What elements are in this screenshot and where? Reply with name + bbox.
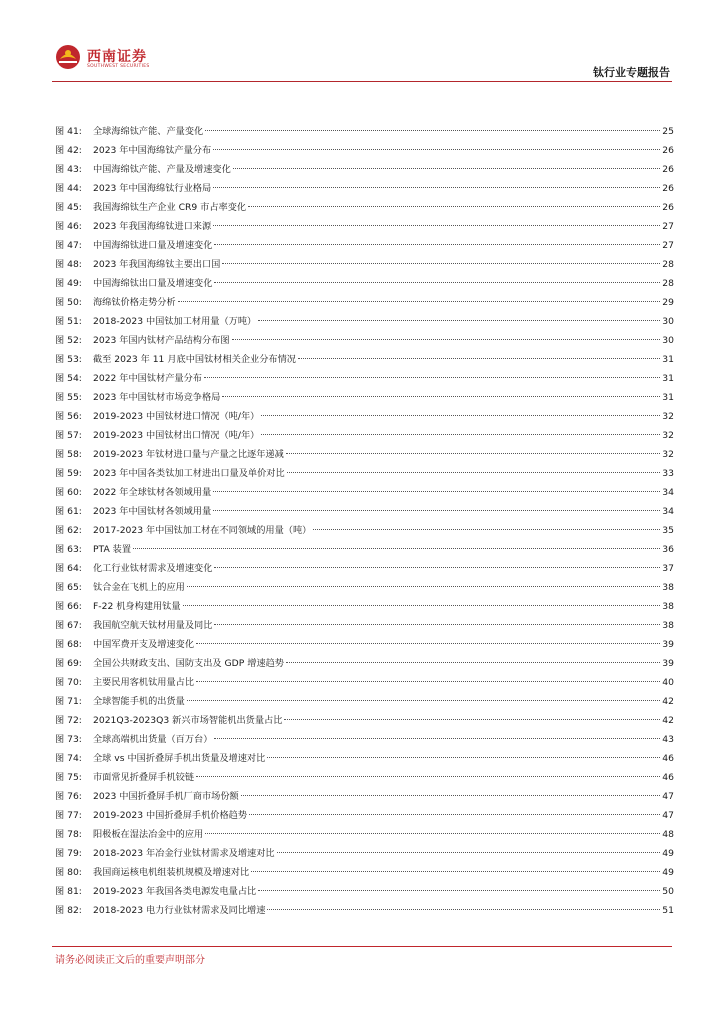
toc-page-number[interactable]: 39 [662, 658, 674, 669]
toc-page-number[interactable]: 25 [662, 126, 674, 137]
toc-figure-title[interactable]: 2018-2023 中国钛加工材用量（万吨） [93, 316, 257, 327]
toc-figure-title[interactable]: 2023 年我国海绵钛进口来源 [93, 221, 212, 232]
toc-leader-dots [214, 738, 660, 739]
toc-page-number[interactable]: 28 [662, 259, 674, 270]
toc-figure-title[interactable]: 中国海绵钛进口量及增速变化 [93, 240, 213, 251]
toc-page-number[interactable]: 39 [662, 639, 674, 650]
toc-figure-number: 图 46: [55, 221, 82, 232]
toc-figure-number: 图 81: [55, 886, 82, 897]
footer-disclaimer: 请务必阅读正文后的重要声明部分 [55, 955, 205, 966]
toc-leader-dots [213, 149, 660, 150]
toc-entry[interactable] [55, 787, 674, 806]
toc-figure-number: 图 55: [55, 392, 82, 403]
toc-figure-number: 图 61: [55, 506, 82, 517]
toc-figure-title[interactable]: 化工行业钛材需求及增速变化 [93, 563, 213, 574]
toc-figure-number: 图 72: [55, 715, 82, 726]
toc-leader-dots [204, 377, 660, 378]
toc-leader-dots [222, 396, 660, 397]
toc-entry[interactable] [55, 236, 674, 255]
toc-leader-dots [205, 130, 660, 131]
toc-entry[interactable] [55, 806, 674, 825]
toc-page-number[interactable]: 35 [662, 525, 674, 536]
logo-chinese-name: 西南证券 [87, 49, 147, 65]
toc-figure-title[interactable]: 2023 年中国钛材市场竞争格局 [93, 392, 221, 403]
toc-page-number[interactable]: 33 [662, 468, 674, 479]
toc-page-number[interactable]: 32 [662, 411, 674, 422]
toc-page-number[interactable]: 49 [662, 848, 674, 859]
toc-figure-title[interactable]: 2021Q3-2023Q3 新兴市场智能机出货量占比 [93, 715, 283, 726]
toc-figure-number: 图 82: [55, 905, 82, 916]
toc-entry[interactable] [55, 445, 674, 464]
toc-leader-dots [277, 852, 660, 853]
footer-divider [52, 946, 672, 947]
toc-figure-title[interactable]: 中国军费开支及增速变化 [93, 639, 195, 650]
toc-leader-dots [187, 700, 660, 701]
toc-page-number[interactable]: 46 [662, 753, 674, 764]
toc-figure-number: 图 42: [55, 145, 82, 156]
toc-figure-title[interactable]: 2023 年中国钛材各领域用量 [93, 506, 212, 517]
toc-figure-title[interactable]: 2019-2023 中国钛材出口情况（吨/年） [93, 430, 260, 441]
toc-leader-dots [213, 225, 660, 226]
toc-entry[interactable] [55, 844, 674, 863]
toc-figure-title[interactable]: 2018-2023 年冶金行业钛材需求及增速对比 [93, 848, 275, 859]
toc-entry[interactable] [55, 198, 674, 217]
toc-leader-dots [258, 320, 660, 321]
toc-entry[interactable] [55, 464, 674, 483]
toc-entry[interactable] [55, 388, 674, 407]
toc-leader-dots [267, 909, 660, 910]
toc-entry[interactable] [55, 730, 674, 749]
southwest-securities-logo-icon [55, 44, 81, 70]
toc-figure-number: 图 53: [55, 354, 82, 365]
toc-entry[interactable] [55, 483, 674, 502]
toc-entry[interactable] [55, 521, 674, 540]
toc-page-number[interactable]: 42 [662, 715, 674, 726]
toc-entry[interactable] [55, 768, 674, 787]
toc-entry[interactable] [55, 578, 674, 597]
toc-figure-title[interactable]: 2023 年中国海绵钛行业格局 [93, 183, 212, 194]
toc-leader-dots [213, 187, 660, 188]
toc-entry[interactable] [55, 502, 674, 521]
toc-entry[interactable] [55, 217, 674, 236]
toc-figure-number: 图 41: [55, 126, 82, 137]
toc-figure-title[interactable]: 全国公共财政支出、国防支出及 GDP 增速趋势 [93, 658, 284, 669]
toc-leader-dots [261, 434, 660, 435]
toc-page-number[interactable]: 31 [662, 392, 674, 403]
toc-leader-dots [187, 586, 660, 587]
toc-entry[interactable] [55, 122, 674, 141]
toc-entry[interactable] [55, 692, 674, 711]
toc-figure-number: 图 50: [55, 297, 82, 308]
toc-entry[interactable] [55, 369, 674, 388]
toc-figure-number: 图 77: [55, 810, 82, 821]
toc-figure-number: 图 80: [55, 867, 82, 878]
toc-figure-number: 图 64: [55, 563, 82, 574]
toc-figure-number: 图 69: [55, 658, 82, 669]
company-logo [55, 44, 175, 74]
toc-leader-dots [196, 643, 660, 644]
toc-leader-dots [249, 814, 660, 815]
toc-figure-title[interactable]: 全球高端机出货量（百万台） [93, 734, 213, 745]
toc-figure-title[interactable]: F-22 机身构建用钛量 [93, 601, 181, 612]
toc-figure-number: 图 79: [55, 848, 82, 859]
toc-page-number[interactable]: 29 [662, 297, 674, 308]
toc-figure-number: 图 52: [55, 335, 82, 346]
toc-leader-dots [313, 529, 660, 530]
toc-leader-dots [213, 491, 660, 492]
toc-leader-dots [261, 415, 660, 416]
toc-figure-title[interactable]: 2023 年中国各类钛加工材进出口量及单价对比 [93, 468, 285, 479]
toc-leader-dots [287, 472, 660, 473]
toc-page-number[interactable]: 43 [662, 734, 674, 745]
toc-figure-title[interactable]: 2019-2023 中国折叠屏手机价格趋势 [93, 810, 248, 821]
toc-figure-number: 图 48: [55, 259, 82, 270]
toc-entry[interactable] [55, 901, 674, 920]
toc-figure-number: 图 62: [55, 525, 82, 536]
toc-figure-number: 图 47: [55, 240, 82, 251]
toc-figure-title[interactable]: 2023 年中国海绵钛产量分布 [93, 145, 212, 156]
toc-entry[interactable] [55, 711, 674, 730]
report-title: 钛行业专题报告 [593, 66, 670, 79]
toc-figure-title[interactable]: 中国海绵钛产能、产量及增速变化 [93, 164, 231, 175]
toc-figure-title[interactable]: 2023 中国折叠屏手机厂商市场份额 [93, 791, 239, 802]
toc-leader-dots [286, 453, 660, 454]
toc-leader-dots [233, 168, 660, 169]
page-header [0, 0, 724, 90]
toc-leader-dots [183, 605, 660, 606]
toc-figure-title[interactable]: 2023 年我国海绵钛主要出口国 [93, 259, 221, 270]
toc-figure-title[interactable]: 阳极板在湿法冶金中的应用 [93, 829, 204, 840]
toc-entry[interactable] [55, 426, 674, 445]
toc-page-number[interactable]: 32 [662, 430, 674, 441]
toc-entry[interactable] [55, 616, 674, 635]
toc-leader-dots [214, 282, 660, 283]
toc-figure-number: 图 51: [55, 316, 82, 327]
toc-page-number[interactable]: 34 [662, 487, 674, 498]
toc-figure-title[interactable]: 2019-2023 年钛材进口量与产量之比逐年递减 [93, 449, 284, 460]
toc-leader-dots [196, 776, 660, 777]
toc-leader-dots [251, 871, 660, 872]
toc-figure-number: 图 74: [55, 753, 82, 764]
toc-figure-number: 图 60: [55, 487, 82, 498]
toc-page-number[interactable]: 30 [662, 335, 674, 346]
toc-entry[interactable] [55, 559, 674, 578]
toc-figure-number: 图 43: [55, 164, 82, 175]
toc-page-number[interactable]: 38 [662, 601, 674, 612]
toc-entry[interactable] [55, 160, 674, 179]
toc-figure-title[interactable]: 我国海绵钛生产企业 CR9 市占率变化 [93, 202, 247, 213]
toc-entry[interactable] [55, 654, 674, 673]
toc-page-number[interactable]: 26 [662, 145, 674, 156]
table-of-figures [55, 122, 674, 920]
toc-page-number[interactable]: 42 [662, 696, 674, 707]
toc-figure-number: 图 67: [55, 620, 82, 631]
toc-figure-number: 图 59: [55, 468, 82, 479]
toc-page-number[interactable]: 26 [662, 164, 674, 175]
toc-entry[interactable] [55, 407, 674, 426]
toc-leader-dots [248, 206, 660, 207]
toc-figure-number: 图 44: [55, 183, 82, 194]
toc-figure-title[interactable]: 2022 年全球钛材各领域用量 [93, 487, 212, 498]
toc-page-number[interactable]: 46 [662, 772, 674, 783]
toc-figure-title[interactable]: 主要民用客机钛用量占比 [93, 677, 195, 688]
toc-page-number[interactable]: 27 [662, 221, 674, 232]
toc-entry[interactable] [55, 863, 674, 882]
toc-figure-title[interactable]: 2018-2023 电力行业钛材需求及同比增速 [93, 905, 266, 916]
toc-figure-number: 图 56: [55, 411, 82, 422]
toc-page-number[interactable]: 28 [662, 278, 674, 289]
toc-page-number[interactable]: 31 [662, 373, 674, 384]
toc-figure-number: 图 70: [55, 677, 82, 688]
toc-leader-dots [232, 339, 660, 340]
toc-figure-number: 图 65: [55, 582, 82, 593]
toc-leader-dots [196, 681, 660, 682]
toc-figure-number: 图 66: [55, 601, 82, 612]
toc-page-number[interactable]: 48 [662, 829, 674, 840]
toc-leader-dots [205, 833, 660, 834]
toc-figure-title[interactable]: 钛合金在飞机上的应用 [93, 582, 185, 593]
toc-entry[interactable] [55, 350, 674, 369]
toc-page-number[interactable]: 38 [662, 582, 674, 593]
toc-figure-title[interactable]: 2019-2023 年我国各类电源发电量占比 [93, 886, 257, 897]
toc-figure-title[interactable]: PTA 装置 [93, 544, 132, 555]
toc-figure-title[interactable]: 全球海绵钛产能、产量变化 [93, 126, 204, 137]
toc-figure-number: 图 45: [55, 202, 82, 213]
toc-page-number[interactable]: 47 [662, 810, 674, 821]
toc-entry[interactable] [55, 274, 674, 293]
toc-page-number[interactable]: 30 [662, 316, 674, 327]
toc-leader-dots [214, 624, 660, 625]
toc-entry[interactable] [55, 882, 674, 901]
toc-page-number[interactable]: 31 [662, 354, 674, 365]
header-divider [52, 81, 672, 82]
toc-leader-dots [286, 662, 660, 663]
toc-figure-title[interactable]: 市面常见折叠屏手机铰链 [93, 772, 195, 783]
logo-english-name: SOUTHWEST SECURITIES [87, 64, 150, 69]
toc-figure-number: 图 73: [55, 734, 82, 745]
toc-figure-number: 图 63: [55, 544, 82, 555]
toc-entry[interactable] [55, 540, 674, 559]
toc-leader-dots [241, 795, 660, 796]
toc-entry[interactable] [55, 255, 674, 274]
toc-page-number[interactable]: 37 [662, 563, 674, 574]
toc-figure-title[interactable]: 我国航空航天钛材用量及同比 [93, 620, 213, 631]
toc-entry[interactable] [55, 749, 674, 768]
toc-page-number[interactable]: 38 [662, 620, 674, 631]
toc-figure-title[interactable]: 全球 vs 中国折叠屏手机出货量及增速对比 [93, 753, 266, 764]
toc-page-number[interactable]: 36 [662, 544, 674, 555]
toc-entry[interactable] [55, 141, 674, 160]
toc-figure-number: 图 49: [55, 278, 82, 289]
toc-leader-dots [214, 244, 660, 245]
toc-figure-number: 图 58: [55, 449, 82, 460]
toc-entry[interactable] [55, 312, 674, 331]
toc-figure-title[interactable]: 中国海绵钛出口量及增速变化 [93, 278, 213, 289]
toc-entry[interactable] [55, 293, 674, 312]
toc-leader-dots [213, 510, 660, 511]
toc-figure-number: 图 75: [55, 772, 82, 783]
toc-page-number[interactable]: 49 [662, 867, 674, 878]
toc-entry[interactable] [55, 825, 674, 844]
toc-figure-title[interactable]: 2023 年国内钛材产品结构分布图 [93, 335, 230, 346]
toc-figure-title[interactable]: 截至 2023 年 11 月底中国钛材相关企业分布情况 [93, 354, 296, 365]
toc-page-number[interactable]: 47 [662, 791, 674, 802]
toc-page-number[interactable]: 26 [662, 183, 674, 194]
toc-leader-dots [284, 719, 660, 720]
toc-leader-dots [267, 757, 660, 758]
toc-entry[interactable] [55, 635, 674, 654]
toc-figure-title[interactable]: 全球智能手机的出货量 [93, 696, 185, 707]
toc-leader-dots [133, 548, 660, 549]
toc-figure-title[interactable]: 2019-2023 中国钛材进口情况（吨/年） [93, 411, 260, 422]
toc-page-number[interactable]: 50 [662, 886, 674, 897]
toc-figure-number: 图 57: [55, 430, 82, 441]
toc-leader-dots [178, 301, 660, 302]
toc-figure-number: 图 54: [55, 373, 82, 384]
toc-leader-dots [298, 358, 660, 359]
toc-figure-title[interactable]: 我国商运核电机组装机规模及增速对比 [93, 867, 250, 878]
toc-figure-number: 图 78: [55, 829, 82, 840]
toc-figure-title[interactable]: 海绵钛价格走势分析 [93, 297, 176, 308]
toc-figure-number: 图 71: [55, 696, 82, 707]
toc-page-number[interactable]: 51 [662, 905, 674, 916]
toc-entry[interactable] [55, 673, 674, 692]
toc-leader-dots [214, 567, 660, 568]
toc-figure-number: 图 68: [55, 639, 82, 650]
toc-entry[interactable] [55, 179, 674, 198]
toc-entry[interactable] [55, 331, 674, 350]
toc-page-number[interactable]: 26 [662, 202, 674, 213]
toc-page-number[interactable]: 27 [662, 240, 674, 251]
toc-entry[interactable] [55, 597, 674, 616]
toc-page-number[interactable]: 40 [662, 677, 674, 688]
toc-leader-dots [222, 263, 660, 264]
toc-leader-dots [258, 890, 660, 891]
toc-page-number[interactable]: 34 [662, 506, 674, 517]
toc-page-number[interactable]: 32 [662, 449, 674, 460]
toc-figure-title[interactable]: 2017-2023 年中国钛加工材在不同领域的用量（吨） [93, 525, 312, 536]
toc-figure-number: 图 76: [55, 791, 82, 802]
toc-figure-title[interactable]: 2022 年中国钛材产量分布 [93, 373, 202, 384]
